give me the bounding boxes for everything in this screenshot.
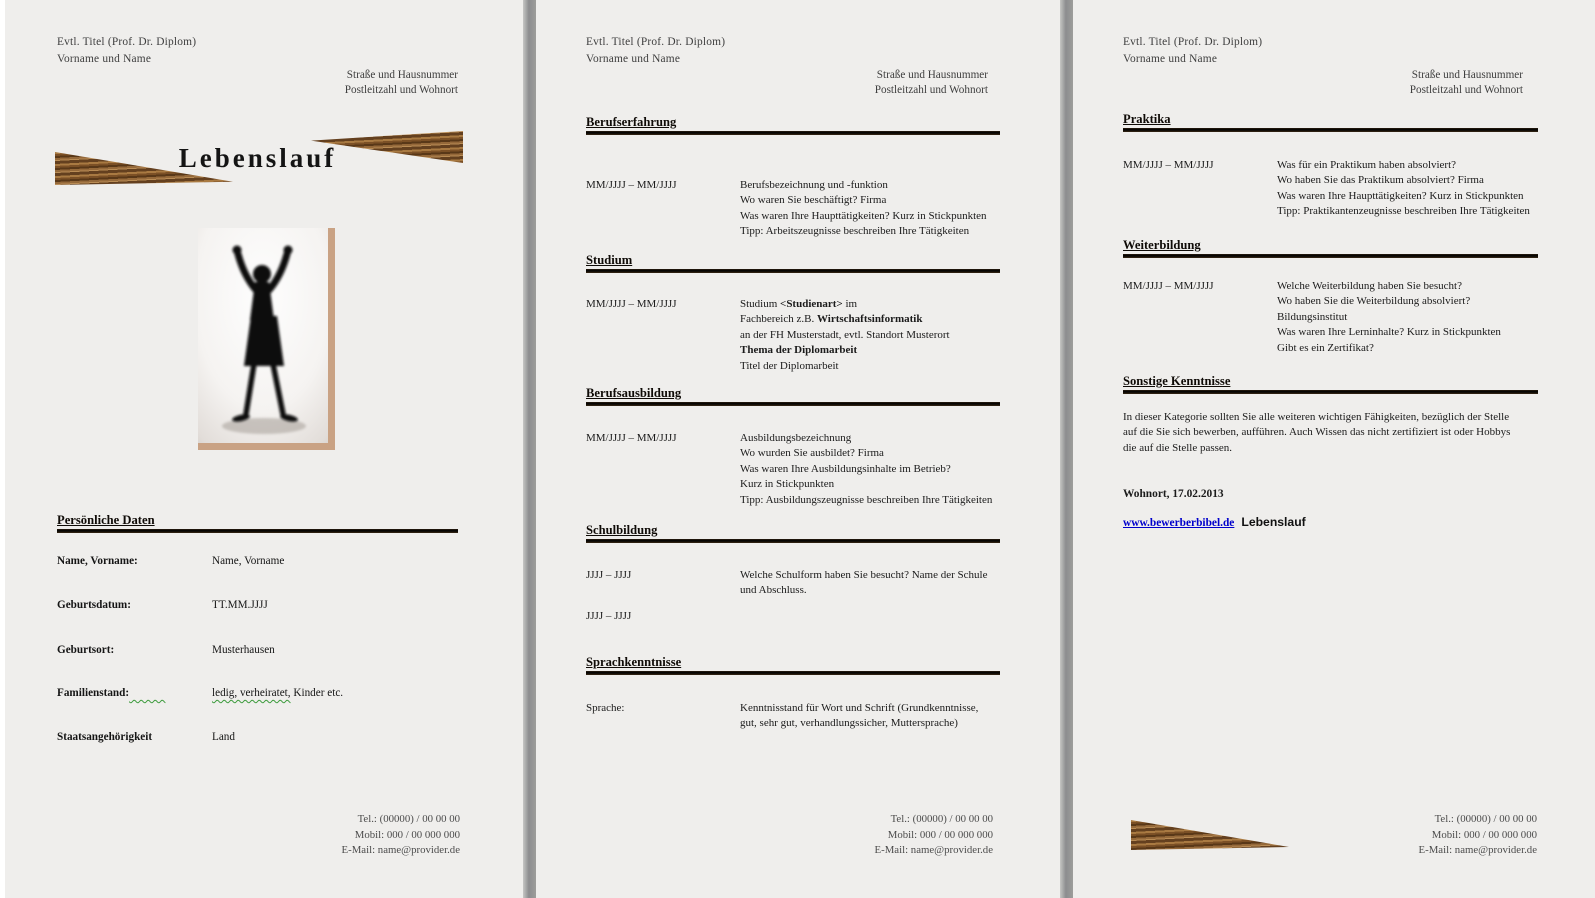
row-label: Staatsangehörigkeit [57, 731, 153, 743]
date-range: MM/JJJJ – MM/JJJJ [586, 432, 677, 444]
section-weiterbildung: Weiterbildung [1123, 236, 1538, 258]
date-range: JJJJ – JJJJ [586, 569, 632, 581]
row-value: Name, Vorname [212, 555, 285, 567]
applicant-photo [198, 228, 335, 450]
footer-mobil: Mobil: 000 / 00 000 000 [887, 828, 993, 841]
schulbildung-entry-2 [586, 609, 1050, 624]
entry-text: Studium <Studienart> im Fachbereich z.B. Wirtschaftsinformatik an der FH Musterstadt, evtl. Standort Musterort Thema der Diplomarbeit Titel der Diplomarbeit [740, 298, 950, 372]
applicant-title: Evtl. Titel (Prof. Dr. Diplom) [1123, 36, 1263, 48]
header-block [57, 34, 196, 67]
entry-text [740, 609, 1050, 624]
berufsausbildung-entry [586, 431, 1050, 508]
row-name [57, 554, 458, 569]
address-street: Straße und Hausnummer [346, 69, 458, 81]
date-range: MM/JJJJ – MM/JJJJ [586, 179, 677, 191]
website-link[interactable]: www.bewerberbibel.de [1123, 517, 1235, 529]
schulbildung-entry-1 [586, 568, 1050, 599]
date-range: JJJJ – JJJJ [586, 610, 632, 622]
contact-footer [105, 812, 460, 859]
section-schulbildung: Schulbildung [586, 521, 1000, 543]
section-praktika: Praktika [1123, 110, 1538, 132]
address-block [345, 68, 458, 98]
address-city: Postleitzahl und Wohnort [874, 84, 988, 96]
section-rule [586, 131, 1000, 135]
footer-email: E-Mail: name@provider.de [874, 844, 993, 857]
address-city: Postleitzahl und Wohnort [1409, 84, 1523, 96]
praktika-entry [1123, 158, 1585, 220]
address-street: Straße und Hausnummer [876, 69, 988, 81]
footer-email: E-Mail: name@provider.de [1418, 844, 1537, 857]
wood-triangle-footer-icon [1131, 820, 1289, 850]
entry-text: Ausbildungsbezeichnung Wo wurden Sie ausbildet? Firma Was waren Ihre Ausbildungsinhalte im Betrieb? Kurz in Stickpunkten Tipp: Ausbildungszeugnisse beschreiben Ihre Tätigkeiten [740, 432, 993, 506]
contact-footer [636, 812, 993, 859]
row-value: Land [212, 731, 235, 743]
entry-text: Welche Weiterbildung haben Sie besucht? Wo haben Sie die Weiterbildung absolviert? Bildungsinstitut Was waren Ihre Lerninhalte? Kurz in Stickpunkten Gibt es ein Zertifikat? [1277, 280, 1501, 354]
section-heading: Persönliche Daten [57, 513, 155, 527]
footer-tel: Tel.: (00000) / 00 00 00 [1434, 813, 1537, 825]
sprachkenntnisse-entry [586, 701, 1050, 732]
entry-text: Kenntnisstand für Wort und Schrift (Grundkenntnisse, gut, sehr gut, verhandlungssicher, Muttersprache) [740, 702, 979, 730]
section-rule [57, 529, 458, 533]
document-title: Lebenslauf [178, 143, 337, 173]
person-silhouette-icon [198, 228, 328, 443]
section-berufserfahrung: Berufserfahrung [586, 113, 1000, 135]
link-suffix-label: Lebenslauf [1241, 515, 1306, 529]
section-sonstige-kenntnisse: Sonstige Kenntnisse [1123, 372, 1538, 394]
row-geburtsort [57, 643, 458, 658]
entry-text: Welche Schulform haben Sie besucht? Name der Schule und Abschluss. [740, 569, 988, 597]
applicant-name: Vorname und Name [1123, 52, 1218, 65]
row-familienstand [57, 686, 458, 701]
address-street: Straße und Hausnummer [1411, 69, 1523, 81]
place-date: Wohnort, 17.02.2013 [1123, 488, 1224, 500]
address-city: Postleitzahl und Wohnort [344, 84, 458, 96]
row-value: TT.MM.JJJJ [212, 599, 268, 611]
footer-email: E-Mail: name@provider.de [341, 844, 460, 857]
section-rule [1123, 254, 1538, 258]
row-label: Familienstand: [57, 686, 212, 701]
footer-tel: Tel.: (00000) / 00 00 00 [357, 813, 460, 825]
applicant-name: Vorname und Name [57, 52, 152, 65]
date-range: MM/JJJJ – MM/JJJJ [1123, 159, 1214, 171]
row-label: Geburtsort: [57, 644, 115, 656]
entry-text: Was für ein Praktikum haben absolviert? Wo haben Sie das Praktikum absolviert? Firma Was waren Ihre Haupttätigkeiten? Kurz in Stickpunkten Tipp: Praktikantenzeugnisse beschreiben Ihre Tätigkeiten [1277, 159, 1530, 218]
applicant-name: Vorname und Name [586, 52, 681, 65]
row-value: ledig, verheiratet, Kinder etc. [212, 687, 344, 699]
row-value: Musterhausen [212, 644, 275, 656]
applicant-title: Evtl. Titel (Prof. Dr. Diplom) [586, 36, 726, 48]
section-rule [1123, 128, 1538, 132]
footer-mobil: Mobil: 000 / 00 000 000 [354, 828, 460, 841]
row-staatsangehoerigkeit [57, 730, 458, 745]
language-label: Sprache: [586, 702, 625, 714]
section-berufsausbildung: Berufsausbildung [586, 384, 1000, 406]
address-block [875, 68, 988, 98]
address-block [1410, 68, 1523, 98]
page-gap [1060, 0, 1073, 898]
page-3 [1073, 0, 1595, 898]
header-block [586, 34, 725, 67]
spellcheck-wavy-underline [129, 687, 165, 699]
weiterbildung-entry [1123, 279, 1585, 356]
row-label: Name, Vorname: [57, 555, 138, 567]
row-label: Geburtsdatum: [57, 599, 131, 611]
studium-entry [586, 297, 1050, 374]
date-range: MM/JJJJ – MM/JJJJ [1123, 280, 1214, 292]
row-geburtsdatum [57, 598, 458, 613]
section-rule [1123, 390, 1538, 394]
section-rule [586, 671, 1000, 675]
footer-mobil: Mobil: 000 / 00 000 000 [1431, 828, 1537, 841]
section-studium: Studium [586, 251, 1000, 273]
entry-text: Berufsbezeichnung und -funktion Wo waren Sie beschäftigt? Firma Was waren Ihre Haupttätigkeiten? Kurz in Stickpunkten Tipp: Arbeitszeugnisse beschreiben Ihre Tätigkeiten [740, 179, 987, 238]
section-sprachkenntnisse: Sprachkenntnisse [586, 653, 1000, 675]
date-range: MM/JJJJ – MM/JJJJ [586, 298, 677, 310]
page-gap [523, 0, 536, 898]
sonstige-kenntnisse-text: In dieser Kategorie sollten Sie alle weiteren wichtigen Fähigkeiten, bezüglich der Stelle auf die Sie sich bewerben, aufführen. Auch Wissen das nicht zertifiziert ist oder Hobbys die auf die Stelle passen. [1123, 411, 1511, 454]
header-block [1123, 34, 1262, 67]
page-2 [536, 0, 1060, 898]
section-rule [586, 539, 1000, 543]
contact-footer [1323, 812, 1537, 859]
page-1 [5, 0, 523, 898]
berufserfahrung-entry [586, 178, 1050, 240]
section-rule [586, 402, 1000, 406]
link-line [1123, 515, 1306, 531]
applicant-title: Evtl. Titel (Prof. Dr. Diplom) [57, 36, 197, 48]
section-persoenliche-daten [57, 511, 458, 533]
section-rule [586, 269, 1000, 273]
footer-tel: Tel.: (00000) / 00 00 00 [890, 813, 993, 825]
